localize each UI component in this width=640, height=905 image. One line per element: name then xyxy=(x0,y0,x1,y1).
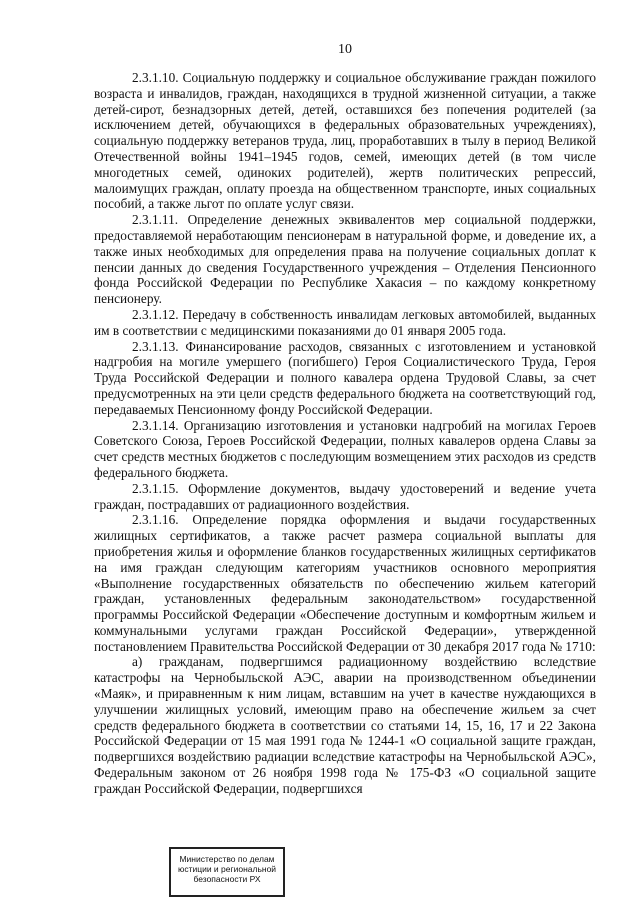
paragraph-2-3-1-11: 2.3.1.11. Определение денежных эквивалентов мер социальной поддержки, предоставляемой неработающим пенсионерам в натуральной форме, и доведение их, а также иных необходимых для определения права на получение социальных доплат к пенсии данных до сведения Государственного учреждения – Отделения Пенсионного фонда Российской Федерации по Республике Хакасия – по каждому конкретному пенсионеру. xyxy=(94,212,596,307)
paragraph-2-3-1-14: 2.3.1.14. Организацию изготовления и установки надгробий на могилах Героев Советского Союза, Героев Российской Федерации, полных кавалеров ордена Славы за счет средств местных бюджетов с последующим возмещением этих расходов из средств федерального бюджета. xyxy=(94,417,596,480)
paragraph-2-3-1-13: 2.3.1.13. Финансирование расходов, связанных с изготовлением и установкой надгробия на могиле умершего (погибшего) Героя Социалистического Труда, Героя Труда Российской Федерации и полного кавалера ордена Трудовой Славы, за счет предусмотренных на эти цели средств федерального бюджета на соответствующий год, передаваемых Пенсионному фонду Российской Федерации. xyxy=(94,338,596,417)
document-body xyxy=(94,70,596,797)
paragraph-item-a: а) гражданам, подвергшимся радиационному воздействию вследствие катастрофы на Чернобыльской АЭС, аварии на производственном объединении «Маяк», и приравненным к ним лицам, вставшим на учет в качестве нуждающихся в улучшении жилищных условий, имеющим право на обеспечение жильем за счет средств федерального бюджета в соответствии со статьями 14, 15, 16, 17 и 22 Закона Российской Федерации от 15 мая 1991 года № 1244-1 «О социальной защите граждан, подвергшихся воздействию радиации вследствие катастрофы на Чернобыльской АЭС», Федеральным законом от 26 ноября 1998 года № 175-ФЗ «О социальной защите граждан Российской Федерации, подвергшихся xyxy=(94,654,596,796)
page-number: 10 xyxy=(338,42,352,57)
paragraph-2-3-1-16: 2.3.1.16. Определение порядка оформления и выдачи государственных жилищных сертификатов, а также расчет размера социальной выплаты для приобретения жилья и оформление бланков государственных жилищных сертификатов на имя граждан следующим категориям участников основного мероприятия «Выполнение государственных обязательств по обеспечению жильем категорий граждан, установленных федеральным законодательством» государственной программы Российской Федерации «Обеспечение доступным и комфортным жильем и коммунальными услугами граждан Российской Федерации», утвержденной постановлением Правительства Российской Федерации от 30 декабря 2017 года № 1710: xyxy=(94,512,596,654)
stamp-line: безопасности РХ xyxy=(193,874,261,884)
stamp-line: юстиции и региональной xyxy=(177,864,277,874)
paragraph-2-3-1-15: 2.3.1.15. Оформление документов, выдачу удостоверений и ведение учета граждан, пострадавших от радиационного воздействия. xyxy=(94,480,596,512)
paragraph-2-3-1-10: 2.3.1.10. Социальную поддержку и социальное обслуживание граждан пожилого возраста и инвалидов, граждан, находящихся в трудной жизненной ситуации, а также детей-сирот, безнадзорных детей, детей, оставшихся без попечения родителей (за исключением детей, обучающихся в федеральных образовательных учреждениях), социальную поддержку ветеранов труда, лиц, проработавших в тылу в период Великой Отечественной войны 1941–1945 годов, семей, имеющих детей (в том числе многодетных семей, одиноких родителей), жертв политических репрессий, малоимущих граждан, оплату проезда на общественном транспорте, иных социальных пособий, а также льгот по оплате услуг связи. xyxy=(94,70,596,212)
stamp-line: Министерство по делам xyxy=(179,854,275,864)
paragraph-2-3-1-12: 2.3.1.12. Передачу в собственность инвалидам легковых автомобилей, выданных им в соответствии с медицинскими показаниями до 01 января 2005 года. xyxy=(94,306,596,338)
ministry-stamp xyxy=(169,847,285,897)
